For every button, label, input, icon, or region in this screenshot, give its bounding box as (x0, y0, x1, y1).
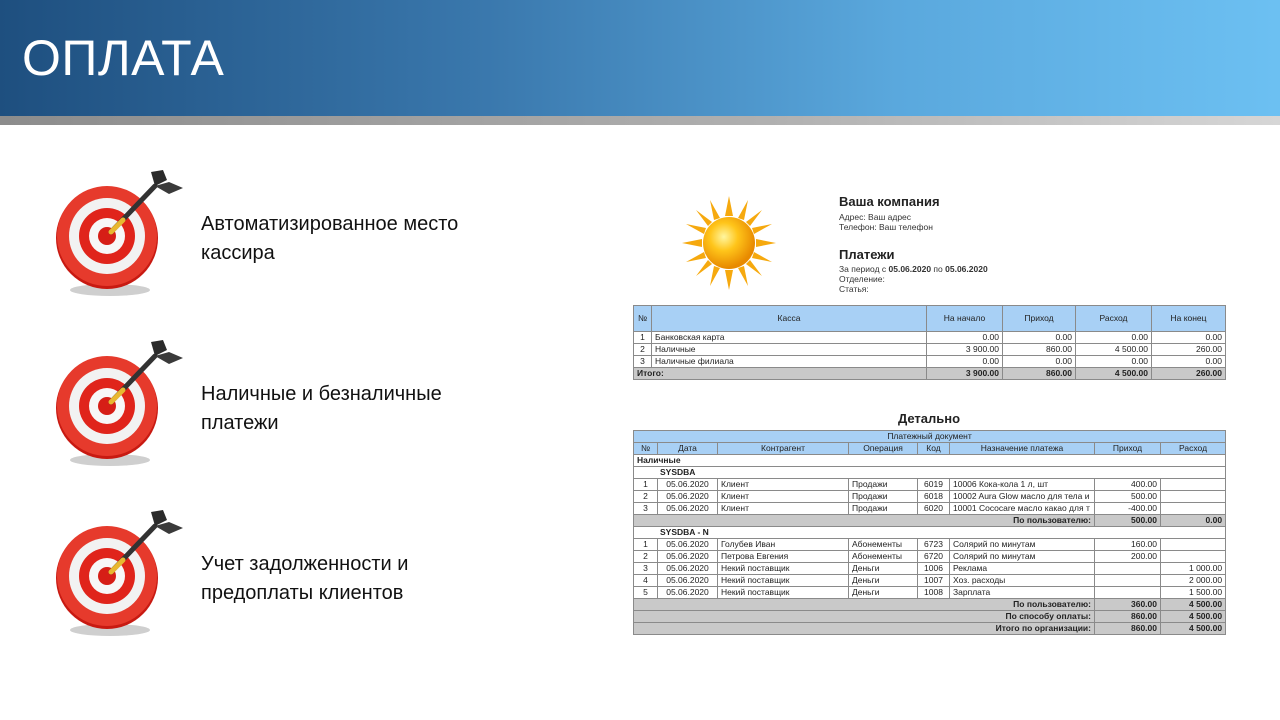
table-total-row: Итого: 3 900.00 860.00 4 500.00 260.00 (634, 368, 1226, 380)
bullet-item-payments (55, 338, 515, 468)
summary-table (633, 305, 1226, 380)
bullet-text: Наличные и безналичные платежи (201, 383, 442, 434)
company-phone: Телефон: Ваш телефон (839, 222, 933, 232)
table-row: 2 Наличные 3 900.00 860.00 4 500.00 260.00 (634, 344, 1226, 356)
table-row: 1 05.06.2020 Клиент Продажи 6019 10006 Кока-кола 1 л, шт 400.00 (634, 479, 1226, 491)
bullet-text: Учет задолженности и предоплаты клиентов (201, 553, 409, 604)
company-name: Ваша компания (839, 194, 940, 209)
user-row: SYSDBA - N (634, 527, 1226, 539)
target-dart-icon (55, 168, 185, 298)
report-article: Статья: (839, 284, 869, 294)
table-row: 4 05.06.2020 Некий поставщик Деньги 1007 Хоз. расходы 2 000.00 (634, 575, 1226, 587)
bullet-item-debt (55, 508, 515, 638)
payment-method-total-row: По способу оплаты: 860.00 4 500.00 (634, 611, 1226, 623)
sun-logo-icon (682, 196, 776, 290)
bullet-item-cashier (55, 168, 515, 298)
table-row: 3 Наличные филиала 0.00 0.00 0.00 0.00 (634, 356, 1226, 368)
table-row: 3 05.06.2020 Клиент Продажи 6020 10001 Cococare масло какао для т -400.00 (634, 503, 1226, 515)
user-row: SYSDBA (634, 467, 1226, 479)
company-address: Адрес: Ваш адрес (839, 212, 912, 222)
section-row: Наличные (634, 455, 1226, 467)
bullet-text: Автоматизированное место кассира (201, 213, 459, 264)
subtotal-row: По пользователю: 360.00 4 500.00 (634, 599, 1226, 611)
banner-divider (0, 116, 1280, 125)
target-dart-icon (55, 338, 185, 468)
table-row: 5 05.06.2020 Некий поставщик Деньги 1008 Зарплата 1 500.00 (634, 587, 1226, 599)
table-header-row: № Касса На начало Приход Расход На конец (634, 306, 1226, 332)
report-department: Отделение: (839, 274, 885, 284)
subtotal-row: По пользователю: 500.00 0.00 (634, 515, 1226, 527)
table-header-row: № Дата Контрагент Операция Код Назначение платежа Приход Расход (634, 443, 1226, 455)
detail-title: Детально (897, 411, 961, 426)
target-dart-icon (55, 508, 185, 638)
page-title: ОПЛАТА (22, 30, 225, 86)
table-row: 2 05.06.2020 Петрова Евгения Абонементы 6720 Солярий по минутам 200.00 (634, 551, 1226, 563)
title-banner (0, 0, 1280, 116)
table-row: 1 Банковская карта 0.00 0.00 0.00 0.00 (634, 332, 1226, 344)
table-row: 3 05.06.2020 Некий поставщик Деньги 1006 Реклама 1 000.00 (634, 563, 1226, 575)
table-row: 2 05.06.2020 Клиент Продажи 6018 10002 Aura Glow масло для тела и 500.00 (634, 491, 1226, 503)
table-group-header: Платежный документ (634, 431, 1226, 443)
report-period: За период с 05.06.2020 по 05.06.2020 (839, 264, 988, 274)
table-row: 1 05.06.2020 Голубев Иван Абонементы 6723 Солярий по минутам 160.00 (634, 539, 1226, 551)
detail-table (633, 430, 1226, 635)
report-title: Платежи (839, 247, 895, 262)
organization-total-row: Итого по организации: 860.00 4 500.00 (634, 623, 1226, 635)
